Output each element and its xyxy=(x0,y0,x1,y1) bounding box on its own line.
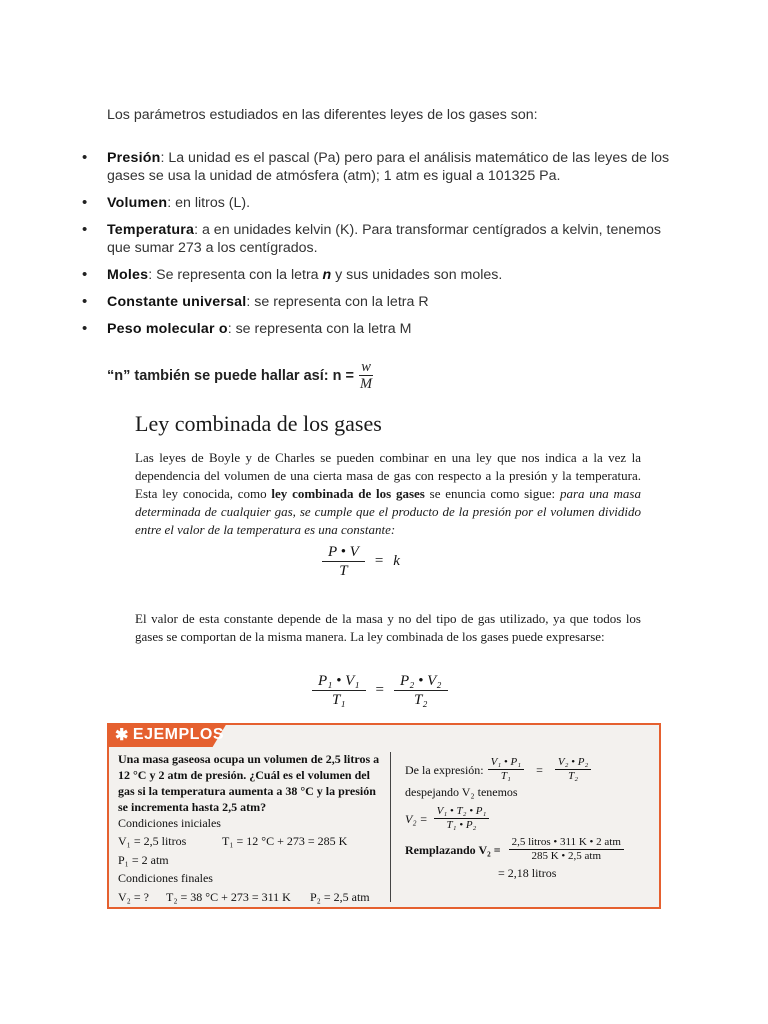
book-paragraph-1 xyxy=(135,449,641,539)
expression-line xyxy=(405,756,591,783)
equation-pv-over-t xyxy=(322,543,400,580)
p1-italic: para una masa determinada de cualquier gas, se cumple que el producto de la presión por el volumen dividido entre el valor de la temperatura es una constante: xyxy=(135,486,641,537)
intro-text: Los parámetros estudiados en las diferentes leyes de los gases son: xyxy=(107,107,538,123)
desc-peso: : se representa con la letra M xyxy=(227,321,412,337)
list-item-temperatura xyxy=(80,221,680,257)
section-title: Ley combinada de los gases xyxy=(135,411,382,436)
p1-bold: ley combinada de los gases xyxy=(271,486,425,501)
expr-equals: = xyxy=(536,762,543,777)
equals-sign: = xyxy=(375,682,384,698)
list-item-peso xyxy=(80,320,680,338)
v2-formula xyxy=(405,805,489,832)
examples-top-border xyxy=(225,723,661,725)
replacement-fraction xyxy=(509,836,624,863)
expr-rhs-fraction xyxy=(555,756,591,783)
rhs-numerator: P₂ • V₂ xyxy=(394,672,448,691)
term-constante: Constante universal xyxy=(107,294,247,310)
despejando-text: despejando V₂ tenemos xyxy=(405,785,518,799)
list-item-constante xyxy=(80,293,680,311)
letter-n: n xyxy=(322,267,332,283)
expr-lhs-num: V₁ • P₁ xyxy=(488,756,524,770)
fraction-denominator: M xyxy=(359,376,373,392)
n-formula-label: “n” también se puede hallar así: n = xyxy=(107,367,354,384)
rhs-denominator: T₂ xyxy=(413,692,428,708)
expr-lhs-fraction xyxy=(488,756,524,783)
n-formula xyxy=(107,359,374,392)
lhs-fraction xyxy=(312,672,366,709)
t2-value: T₂ = 38 °C + 273 = 311 K xyxy=(166,890,291,904)
constant-k: k xyxy=(393,553,400,569)
list-item-moles xyxy=(80,266,680,284)
initial-conditions-label: Condiciones iniciales xyxy=(118,816,221,830)
list-item-volumen xyxy=(80,194,680,212)
v2-formula-lhs: V₂ = xyxy=(405,811,428,826)
final-conditions-label: Condiciones finales xyxy=(118,871,213,885)
book-paragraph-2: El valor de esta constante depende de la masa y no del tipo de gas utilizado, ya que todos los gases se comportan de la misma manera. La ley combinada de los gases puede expresarse: xyxy=(135,611,641,644)
expr-lhs-den: T₁ xyxy=(500,770,511,782)
pv-denominator: T xyxy=(339,563,348,579)
replacement-line xyxy=(405,836,624,863)
equation-combined-law xyxy=(312,672,448,709)
fraction-numerator: w xyxy=(361,359,371,375)
desc-constante: : se representa con la letra R xyxy=(246,294,429,310)
v2-value: V₂ = ? xyxy=(118,890,149,904)
expression-label: De la expresión: xyxy=(405,762,484,777)
t1-value: T₁ = 12 °C + 273 = 285 K xyxy=(222,834,348,848)
p1-text-b: se enuncia como sigue: xyxy=(424,486,560,501)
term-peso: Peso molecular o xyxy=(107,321,228,337)
result-value: = 2,18 litros xyxy=(498,866,557,880)
w-over-m-fraction xyxy=(358,359,374,392)
desc-moles-before: : Se representa con la letra xyxy=(148,267,323,283)
replacement-num: 2,5 litros • 311 K • 2 atm xyxy=(509,836,624,850)
v2-formula-den: T₁ • P₂ xyxy=(446,819,477,831)
lhs-numerator: P₁ • V₁ xyxy=(312,672,366,691)
pv-fraction xyxy=(322,543,365,580)
examples-divider xyxy=(390,752,391,902)
examples-title: EJEMPLOS xyxy=(132,726,225,743)
p1-text-a: Las leyes de Boyle y de Charles se pueden combinar en una ley que nos indica a la vez la dependencia del volumen de una cierta masa de gas con respecto a la presión y la temperatura. Esta ley conocida, como xyxy=(135,450,641,501)
desc-volumen: : en litros (L). xyxy=(167,195,251,211)
examples-label xyxy=(115,725,224,745)
expr-rhs-den: T₂ xyxy=(568,770,579,782)
remplazando-label: Remplazando V₂ = xyxy=(405,842,501,857)
parameters-list xyxy=(80,149,680,347)
desc-moles-after: y sus unidades son moles. xyxy=(331,267,503,283)
v2-formula-num: V₁ • T₂ • P₁ xyxy=(434,805,490,819)
pv-numerator: P • V xyxy=(322,543,365,562)
term-volumen: Volumen xyxy=(107,195,168,211)
desc-presion: : La unidad es el pascal (Pa) pero para el análisis matemático de las leyes de los gases se usa la unidad de atmósfera (atm); 1 atm es igual a 101325 Pa. xyxy=(107,150,670,184)
term-temperatura: Temperatura xyxy=(107,222,195,238)
p1-value: P₁ = 2 atm xyxy=(118,853,169,867)
term-presion: Presión xyxy=(107,150,161,166)
p2-value: P₂ = 2,5 atm xyxy=(310,890,370,904)
equals-sign: = xyxy=(374,553,384,569)
example-question: Una masa gaseosa ocupa un volumen de 2,5 litros a 12 °C y 2 atm de presión. ¿Cuál es el volumen del gas si la temperatura aumenta a 38 °C y la presión se incrementa hasta 2,5 atm? xyxy=(118,752,380,814)
replacement-den: 285 K • 2,5 atm xyxy=(531,850,602,862)
desc-temperatura: : a en unidades kelvin (K). Para transformar centígrados a kelvin, tenemos que sumar 273 a los centígrados. xyxy=(107,222,661,256)
rhs-fraction xyxy=(394,672,448,709)
term-moles: Moles xyxy=(107,267,149,283)
asterisk-icon: ✱ xyxy=(115,727,129,744)
v1-value: V₁ = 2,5 litros xyxy=(118,834,187,848)
expr-rhs-num: V₂ • P₂ xyxy=(555,756,591,770)
list-item-presion xyxy=(80,149,680,185)
v2-formula-fraction xyxy=(434,805,490,832)
lhs-denominator: T₁ xyxy=(331,692,346,708)
